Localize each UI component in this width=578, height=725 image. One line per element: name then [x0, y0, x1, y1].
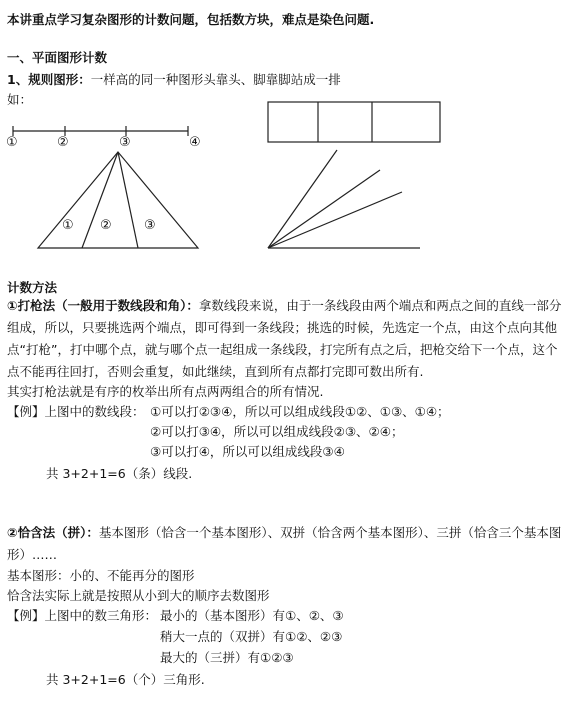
triangle-label: ②	[100, 218, 112, 233]
triangle-label: ①	[62, 218, 74, 233]
shoot-title: ①打枪法（一般用于数线段和角）：	[7, 298, 199, 313]
section-title: 一、平面图形计数	[7, 50, 108, 65]
example1-label: 【例】上图中的数线段：	[7, 404, 145, 419]
example2-total: 共 3+2+1=6（个）三角形.	[46, 672, 205, 687]
triangle-figure	[38, 152, 198, 248]
example-label: 如：	[7, 92, 33, 107]
shoot-summary: 其实打枪法就是有序的枚举出所有点两两组合的所有情况.	[7, 384, 324, 399]
shoot-description: 拿数线段来说，由于一条线段由两个端点和两点之间的直线一部分组成，所以，只要挑选两个端点，即可得到一条线段；挑选的时候，先选定一个点，由这个点向其他点“打枪”，打中哪个点，就与哪个点一起组成一条线段，打完所有点之后，把枪交给下一个点，这个点不能再往回打，否则会重复，如此继续，直到所有点都打完即可数出所有.	[7, 298, 562, 379]
example2-line: 稍大一点的（双拼）有①②、②③	[160, 629, 343, 644]
segment-point-label: ②	[57, 135, 69, 150]
example1-line: ③可以打④，所以可以组成线段③④	[150, 444, 345, 459]
segment-figure	[13, 126, 188, 136]
rule-title: 1、规则图形：	[7, 72, 91, 87]
combine-title: ②恰含法（拼）：	[7, 525, 99, 540]
combine-summary: 恰含法实际上就是按照从小到大的顺序去数图形	[7, 588, 270, 603]
example2-line: 最小的（基本图形）有①、②、③	[160, 608, 344, 623]
example1-line: ②可以打③④，所以可以组成线段②③、②④；	[150, 424, 404, 439]
method-title: 计数方法	[7, 280, 58, 295]
basic-definition: 基本图形：小的、不能再分的图形	[7, 568, 195, 583]
example1-line: ①可以打②③④，所以可以组成线段①②、①③、①④；	[150, 404, 450, 419]
segment-point-label: ③	[119, 135, 131, 150]
shoot-paragraph	[7, 295, 569, 383]
rectangles-figure	[268, 102, 440, 142]
example2-label: 【例】上图中的数三角形：	[7, 608, 158, 623]
segment-point-label: ①	[6, 135, 18, 150]
segment-point-label: ④	[189, 135, 201, 150]
triangle-label: ③	[144, 218, 156, 233]
combine-description: 基本图形（恰含一个基本图形）、双拼（恰含两个基本图形）、三拼（恰含三个基本图形）……	[7, 525, 562, 562]
example1-total: 共 3+2+1=6（条）线段.	[46, 466, 193, 481]
combine-paragraph	[7, 522, 569, 566]
rule-description: 一样高的同一种图形头靠头、脚靠脚站成一排	[90, 72, 341, 87]
figures	[0, 0, 578, 270]
example2-line: 最大的（三拼）有①②③	[160, 650, 294, 665]
intro-heading: 本讲重点学习复杂图形的计数问题，包括数方块，难点是染色问题.	[7, 12, 375, 27]
angle-figure	[268, 150, 420, 248]
